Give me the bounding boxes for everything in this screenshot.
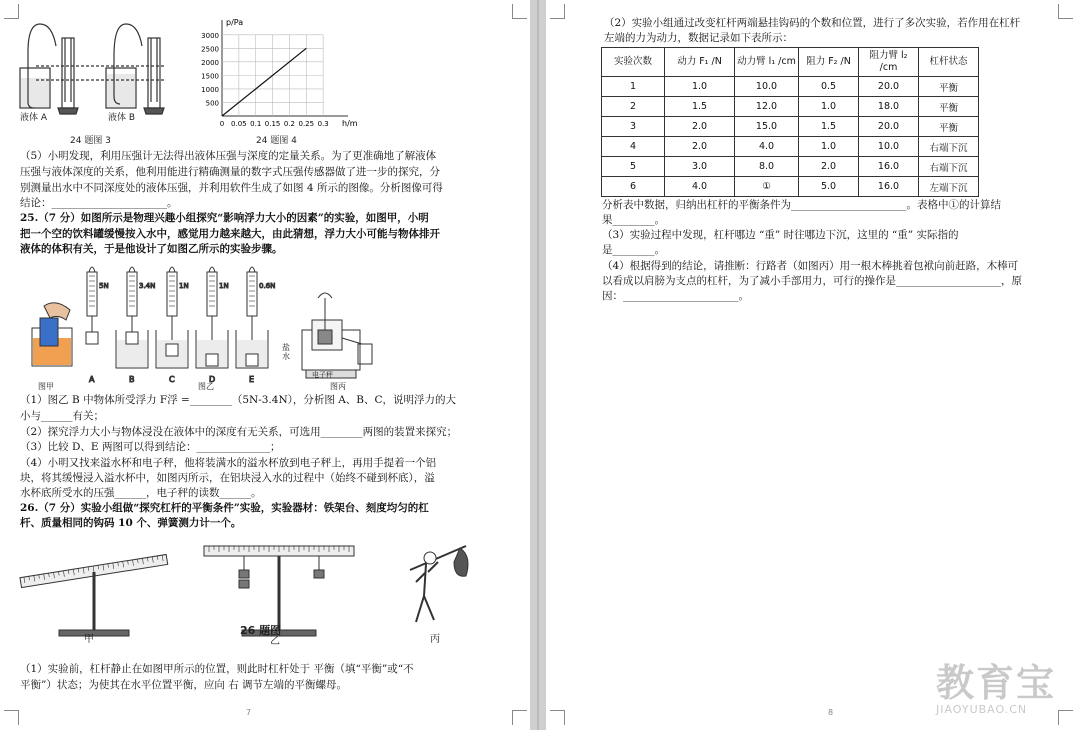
table-cell: ① (735, 177, 799, 197)
table-cell: 1.0 (799, 137, 859, 157)
table-cell: 平衡 (919, 77, 979, 97)
crop-mark (550, 4, 565, 19)
q25-3: （3）比较 D、E 两图可以得到结论：______________； (20, 441, 281, 453)
table-header-cell: 动力 F₁ /N (665, 48, 735, 77)
spring-label: C (169, 375, 175, 384)
page-number: 7 (246, 708, 252, 717)
table-cell: 8.0 (735, 157, 799, 177)
table-cell: 4.0 (735, 137, 799, 157)
table-cell: 3.0 (665, 157, 735, 177)
q5-line-2: 压强与液体深度的关系，他利用能进行精确测量的数字式压强传感器做了进一步的探究，分 (20, 166, 440, 178)
y-tick-label: 1500 (201, 72, 219, 81)
table-cell: 16.0 (859, 157, 919, 177)
spring-label: A (89, 375, 95, 384)
page-gap (530, 0, 546, 730)
y-tick-label: 3000 (201, 31, 219, 40)
table-cell: 5.0 (799, 177, 859, 197)
fig-bing-label: 图丙 (330, 382, 346, 391)
spring-reading: 5N (99, 282, 109, 290)
spring-scale (167, 272, 177, 316)
table-row (602, 77, 979, 97)
q4-line-3: 因：______________________。 (602, 290, 749, 302)
manometer-figure (16, 16, 191, 121)
spring-scale (127, 272, 137, 316)
block (166, 344, 178, 356)
table-cell: 20.0 (859, 117, 919, 137)
x-tick-label: 0 (219, 120, 225, 128)
page-8 (546, 0, 1080, 730)
q25-1-line-2: 小与______有关； (20, 410, 104, 422)
table-cell: 右端下沉 (919, 137, 979, 157)
table-cell: 12.0 (735, 97, 799, 117)
figure-3-caption: 24 题图 3 (70, 136, 111, 146)
q25-line-3: 液体的体积有关，于是他设计了如图乙所示的实验步骤。 (20, 243, 283, 255)
spring-reading: 3.4N (139, 282, 156, 290)
x-tick-label: 0.2 (283, 120, 295, 128)
lever-data-table (601, 47, 979, 197)
y-axis-unit: p/Pa (226, 18, 244, 27)
liquid-b-label: 液体 B (108, 113, 136, 123)
table-row (602, 97, 979, 117)
table-cell: 2.0 (665, 137, 735, 157)
table-cell: 10.0 (735, 77, 799, 97)
table-cell: 3 (602, 117, 665, 137)
block (86, 332, 98, 344)
table-cell: 左端下沉 (919, 177, 979, 197)
table-cell: 4.0 (665, 177, 735, 197)
q26-line-1: 26.（7 分）实验小组做“探究杠杆的平衡条件”实验，实验器材：铁架台、刻度均匀的杠 (20, 502, 429, 514)
block (206, 354, 218, 366)
spring-scale (87, 272, 97, 316)
figure-4-caption: 24 题图 4 (256, 136, 297, 146)
table-cell: 18.0 (859, 97, 919, 117)
spring-label: B (129, 375, 135, 384)
table-row (602, 137, 979, 157)
table-cell: 2.0 (665, 117, 735, 137)
crop-mark (512, 710, 527, 725)
salt-water-label: 盐水 (282, 343, 290, 361)
crop-mark (512, 4, 527, 19)
q3-line-2: 是________。 (602, 244, 665, 256)
scale-label: 电子秤 (312, 371, 333, 379)
table-cell: 2 (602, 97, 665, 117)
q5-line-1: （5）小明发现，利用压强计无法得出液体压强与深度的定量关系。为了更准确地了解液体 (20, 150, 437, 162)
table-cell: 1.5 (799, 117, 859, 137)
y-tick-label: 2500 (201, 45, 219, 54)
table-header-cell: 阻力 F₂ /N (799, 48, 859, 77)
table-header-cell: 阻力臂 l₂ /cm (859, 48, 919, 77)
fig-jia-label: 图甲 (38, 382, 54, 391)
crop-mark (1058, 4, 1073, 19)
crop-mark (550, 710, 565, 725)
crop-mark (1058, 710, 1073, 725)
analysis-line-1: 分析表中数据，归纳出杠杆的平衡条件为______________________。表格中①的计算结 (602, 199, 1001, 211)
table-cell: 4 (602, 137, 665, 157)
q25-1-line-1: （1）图乙 B 中物体所受浮力 F浮 =________（5N-3.4N），分析图 A、B、C，说明浮力的大 (20, 394, 457, 406)
q2-line-2: 左端的力为动力，数据记录如下表所示： (604, 32, 793, 44)
spring-hook (249, 267, 255, 272)
table-cell: 5 (602, 157, 665, 177)
q25-4-line-1: （4）小明又找来溢水杯和电子秤，他将装满水的溢水杯放到电子秤上，再用手提着一个铝 (20, 457, 437, 469)
x-tick-label: 0.3 (317, 120, 329, 128)
table-cell: 1 (602, 77, 665, 97)
q26-1-line-1: （1）实验前，杠杆静止在如图甲所示的位置，则此时杠杆处于 平衡（填“平衡”或“不 (20, 663, 414, 675)
fig26-jia-label: 甲 (84, 634, 94, 645)
x-tick-label: 0.05 (231, 120, 247, 128)
page-number: 8 (828, 708, 834, 717)
spring-label: E (249, 375, 255, 384)
x-tick-label: 0.1 (250, 120, 262, 128)
fig26-bing-label: 丙 (430, 634, 440, 645)
spring-hook (169, 267, 175, 272)
table-row (602, 157, 979, 177)
y-tick-label: 2000 (201, 58, 219, 67)
spring-reading: 0.6N (259, 282, 276, 290)
table-cell: 1.0 (799, 97, 859, 117)
table-row (602, 117, 979, 137)
q25-line-2: 把一个空的饮料罐缓慢按入水中，感觉用力越来越大，由此猜想，浮力大小可能与物体排开 (20, 228, 440, 240)
pressure-line (222, 48, 306, 116)
table-cell: 2.0 (799, 157, 859, 177)
x-axis-unit: h/m (342, 119, 358, 128)
spring-hook (89, 267, 95, 272)
q26-line-2: 杆、质量相同的钩码 10 个、弹簧测力计一个。 (20, 517, 242, 529)
pressure-depth-graph (196, 16, 366, 134)
q5-line-3: 别测量出水中不同深度处的液体压强，并利用软件生成了如图 4 所示的图像。分析图像可得 (20, 182, 443, 194)
table-header-cell: 实验次数 (602, 48, 665, 77)
q25-4-line-2: 块，将其缓慢浸入溢水杯中，如图丙所示，在铝块浸入水的过程中（始终不碰到杯底），溢 (20, 472, 435, 484)
q5-line-4: 结论：______________________。 (20, 197, 178, 209)
spring-scale (247, 272, 257, 316)
table-cell: 平衡 (919, 97, 979, 117)
fig-yi-label: 图乙 (198, 382, 214, 391)
analysis-line-2: 果________。 (602, 214, 665, 226)
x-tick-label: 0.15 (264, 120, 281, 128)
table-cell: 0.5 (799, 77, 859, 97)
spring-reading: 1N (219, 282, 229, 290)
table-cell: 15.0 (735, 117, 799, 137)
x-tick-label: 0.25 (298, 120, 315, 128)
spring-label: D (209, 375, 216, 384)
table-cell: 1.0 (665, 77, 735, 97)
q25-2: （2）探究浮力大小与物体浸没在液体中的深度有无关系，可选用________两图的装置来探究； (20, 426, 458, 438)
q4-line-1: （4）根据得到的结论，请推断：行路者（如图丙）用一根木棒挑着包袱向前赶路，木棒可 (602, 260, 1019, 272)
q2-line-1: （2）实验小组通过改变杠杆两端悬挂钩码的个数和位置，进行了多次实验，若作用在杠杆 (604, 17, 1021, 29)
table-header-cell: 杠杆状态 (919, 48, 979, 77)
q3-line-1: （3）实验过程中发现，杠杆哪边 “重” 时往哪边下沉，这里的 “重” 实际指的 (602, 229, 959, 241)
crop-mark (4, 710, 19, 725)
q25-line-1: 25.（7 分）如图所示是物理兴趣小组探究“影响浮力大小的因素”的实验，如图甲，小明 (20, 212, 429, 224)
table-header-cell: 动力臂 l₁ /cm (735, 48, 799, 77)
block (246, 354, 258, 366)
spring-hook (129, 267, 135, 272)
spring-scale (207, 272, 217, 316)
table-cell: 6 (602, 177, 665, 197)
y-tick-label: 500 (205, 99, 219, 108)
spring-reading: 1N (179, 282, 189, 290)
block (126, 332, 138, 344)
table-row (602, 177, 979, 197)
q25-4-line-3: 水杯底所受水的压强______，电子秤的读数______。 (20, 487, 262, 499)
watermark-url: JIAOYUBAO.CN (935, 703, 1028, 716)
q4-line-2: 以看成以肩膀为支点的杠杆，为了减小手部用力，可行的操作是____________________，原 (602, 275, 1022, 287)
table-cell: 平衡 (919, 117, 979, 137)
table-cell: 20.0 (859, 77, 919, 97)
spring-hook (209, 267, 215, 272)
figure-26-caption: 26 题图 (240, 624, 282, 637)
table-cell: 10.0 (859, 137, 919, 157)
table-cell: 1.5 (665, 97, 735, 117)
table-cell: 16.0 (859, 177, 919, 197)
fig26-yi-label: 乙 (270, 636, 280, 647)
q26-1-line-2: 平衡”）状态；为使其在水平位置平衡，应向 右 调节左端的平衡螺母。 (20, 679, 348, 691)
page-7 (0, 0, 530, 730)
watermark-text: 教育宝 (935, 661, 1056, 705)
watermark (936, 663, 1056, 716)
table-cell: 右端下沉 (919, 157, 979, 177)
liquid-a-label: 液体 A (20, 113, 48, 123)
y-tick-label: 1000 (201, 85, 219, 94)
